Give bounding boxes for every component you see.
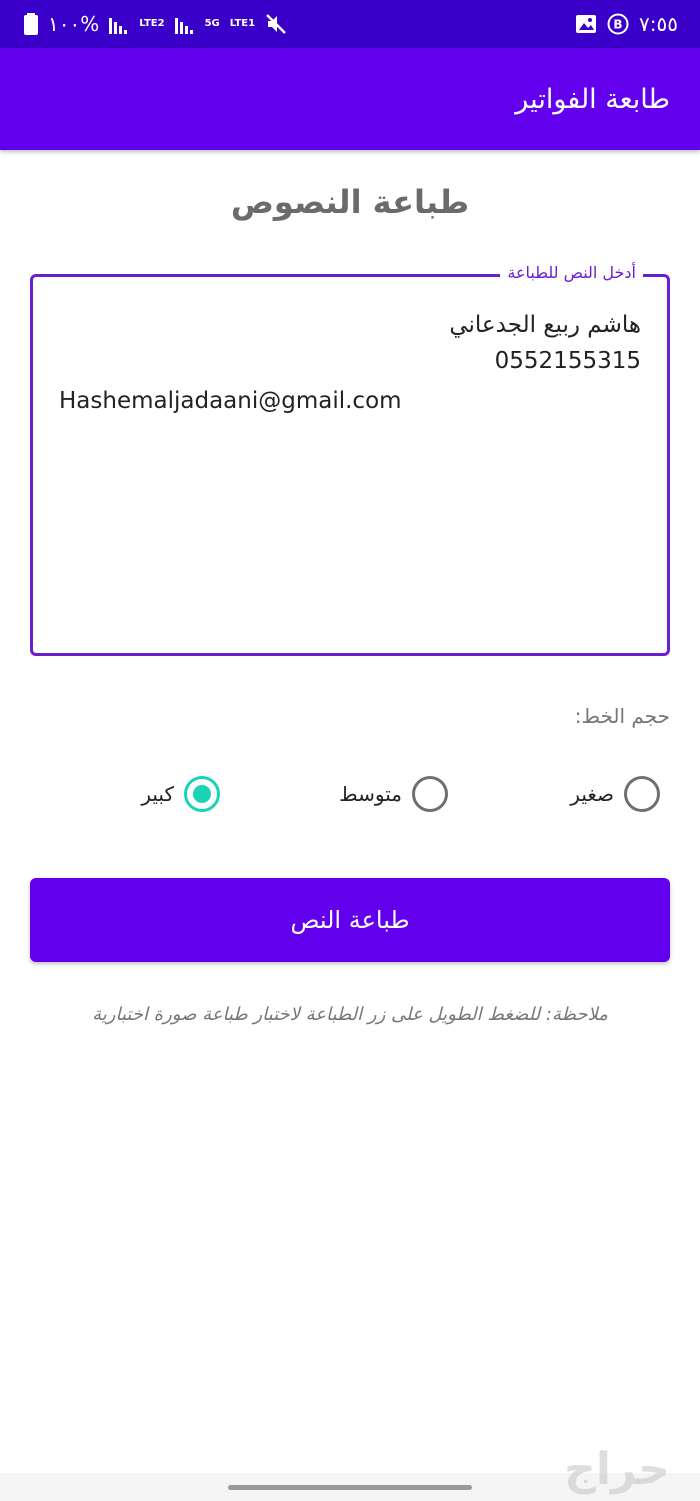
radio-button-large[interactable]: [184, 776, 220, 812]
status-bar: [0, 0, 700, 48]
font-size-label: حجم الخط:: [574, 704, 670, 728]
page-title: طباعة النصوص: [230, 183, 470, 221]
radio-label-large: كبير: [141, 782, 174, 806]
radio-label-small: صغير: [570, 782, 614, 806]
signal-icon: [109, 14, 129, 34]
network-5g-label: 5G: [204, 18, 220, 29]
text-line: 0552155315: [494, 348, 641, 374]
text-line: Hashemaljadaani@gmail.com: [59, 388, 402, 414]
note-text: ملاحظة: للضغط الطويل على زر الطباعة لاختبار طباعة صورة اختبارية: [92, 1004, 608, 1025]
text-input-label: أدخل النص للطباعة: [500, 263, 643, 282]
battery-icon: [24, 13, 38, 35]
sim1-label: LTE2: [139, 18, 165, 29]
print-text-input[interactable]: [30, 263, 670, 656]
svg-text:B: B: [613, 17, 623, 32]
status-left: [24, 12, 287, 36]
text-line: هاشم ربيع الجدعاني: [449, 312, 641, 338]
sim2-label: LTE1: [229, 18, 256, 29]
clock: ٧:٥٥: [639, 12, 678, 36]
home-gesture-handle[interactable]: [228, 1485, 472, 1490]
mute-icon: [265, 13, 287, 35]
battery-percent: %١٠٠: [48, 12, 100, 36]
print-text-button[interactable]: طباعة النص: [30, 878, 670, 962]
radio-button-small[interactable]: [624, 776, 660, 812]
radio-button-medium[interactable]: [412, 776, 448, 812]
image-icon: [575, 13, 597, 35]
radio-option-medium[interactable]: [339, 776, 448, 812]
signal-icon: [175, 14, 195, 34]
app-bar: [0, 48, 700, 150]
radio-option-large[interactable]: [141, 776, 220, 812]
radio-option-small[interactable]: [570, 776, 660, 812]
status-right: [575, 12, 678, 36]
text-input-content[interactable]: [59, 307, 641, 419]
app-title: طابعة الفواتير: [515, 83, 670, 115]
b-icon: [607, 13, 629, 35]
radio-label-medium: متوسط: [339, 782, 402, 806]
watermark-logo: حراج: [564, 1444, 670, 1495]
font-size-radio-group: [0, 776, 700, 816]
